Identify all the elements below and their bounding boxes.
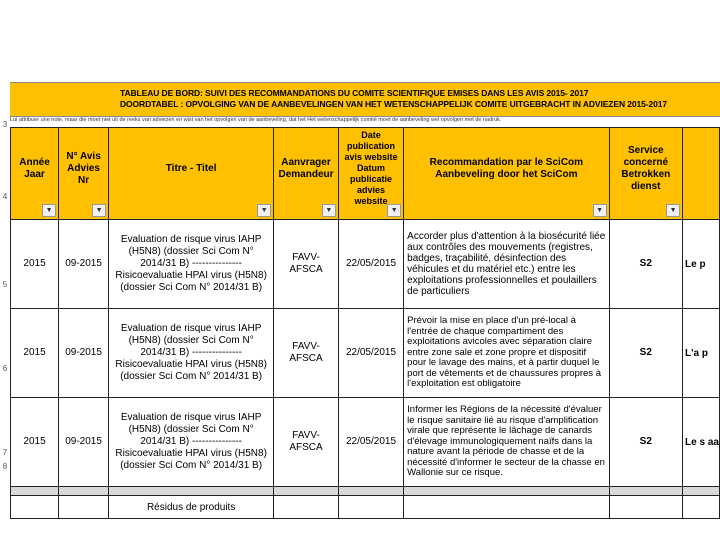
cell-date[interactable]: 22/05/2015: [338, 220, 403, 309]
column-header-advice-nr[interactable]: N° Avis Advies Nr ▼: [59, 128, 109, 220]
cell-title[interactable]: Résidus de produits: [109, 496, 274, 519]
header-row: [11, 128, 720, 220]
cell-date[interactable]: 22/05/2015: [338, 398, 403, 487]
cell-extra[interactable]: Le s aa: [683, 398, 720, 487]
title-french: TABLEAU DE BORD: SUIVI DES RECOMMANDATIONS DU COMITE SCIENTIFIQUE EMISES DANS LES AVIS 2015- 2017: [120, 88, 589, 98]
row-header-5[interactable]: 5: [2, 280, 8, 289]
cell-extra[interactable]: L'a p: [683, 309, 720, 398]
row-header-4[interactable]: 4: [2, 192, 8, 201]
cell-title[interactable]: Evaluation de risque virus IAHP (H5N8) (dossier Sci Com N° 2014/31 B) --------------- Risicoevaluatie HPAI virus (H5N8) (dossier Sci Com N° 2014/31 B): [109, 398, 274, 487]
cell-extra[interactable]: Le p: [683, 220, 720, 309]
cell-requester[interactable]: FAVV-AFSCA: [274, 398, 339, 487]
title-dutch: DOORDTABEL : OPVOLGING VAN DE AANBEVELINGEN VAN HET WETENSCHAPPELIJK COMITE UITGEBRACHT IN ADVIEZEN 2015-2017: [120, 99, 668, 109]
cell-advice-nr[interactable]: 09-2015: [59, 398, 109, 487]
filter-dropdown-icon[interactable]: ▼: [92, 204, 106, 217]
row-header-3[interactable]: 3: [2, 120, 8, 129]
filter-dropdown-icon[interactable]: ▼: [387, 204, 401, 217]
table-row: [11, 398, 720, 487]
cell-date[interactable]: 22/05/2015: [338, 309, 403, 398]
cell-service[interactable]: S2: [609, 309, 683, 398]
filter-dropdown-icon[interactable]: ▼: [257, 204, 271, 217]
cell-requester[interactable]: FAVV-AFSCA: [274, 309, 339, 398]
column-header-recommendation[interactable]: Recommandation par le SciCom Aanbeveling door het SciCom ▼: [404, 128, 609, 220]
row-header-8[interactable]: 8: [2, 462, 8, 471]
table-row: [11, 220, 720, 309]
column-header-date[interactable]: Date publication avis website Datum publicatie advies website ▼: [338, 128, 403, 220]
table-row-partial: [11, 496, 720, 519]
title-band[interactable]: [10, 82, 720, 117]
recommendations-table: [10, 127, 720, 519]
column-header-title[interactable]: Titre - Titel ▼: [109, 128, 274, 220]
cell-year[interactable]: 2015: [11, 309, 59, 398]
separator-row: [11, 487, 720, 496]
cell-recommendation[interactable]: Prévoir la mise en place d'un pré-local à l'entrée de chaque compartiment des exploitations avicoles avec séparation claire entre zone sale et zone propre et dispositif pour le lavage des mains, et à partir duquel le port de vêtements et de chaussures propres à l'exploitation est obligatoire: [404, 309, 609, 398]
cell-requester[interactable]: FAVV-AFSCA: [274, 220, 339, 309]
column-header-service[interactable]: Service concerné Betrokken dienst ▼: [609, 128, 683, 220]
cell-recommendation[interactable]: Informer les Régions de la nécessité d'évaluer le risque sanitaire lié au risque d'amplification virale que représente le lâchage de canards d'élevage immunologiquement naïfs dans la nature avant la période de chasse et de la nécessité d'informer le secteur de la chasse en Wallonie sur ce risque.: [404, 398, 609, 487]
filter-dropdown-icon[interactable]: ▼: [666, 204, 680, 217]
column-header-year[interactable]: Année Jaar ▼: [11, 128, 59, 220]
filter-dropdown-icon[interactable]: ▼: [322, 204, 336, 217]
cell-advice-nr[interactable]: 09-2015: [59, 309, 109, 398]
cell-title[interactable]: Evaluation de risque virus IAHP (H5N8) (dossier Sci Com N° 2014/31 B) --------------- Risicoevaluatie HPAI virus (H5N8) (dossier Sci Com N° 2014/31 B): [109, 220, 274, 309]
filter-dropdown-icon[interactable]: ▼: [593, 204, 607, 217]
cell-year[interactable]: 2015: [11, 220, 59, 309]
cell-service[interactable]: S2: [609, 220, 683, 309]
table-row: [11, 309, 720, 398]
cell-service[interactable]: S2: [609, 398, 683, 487]
column-header-requester[interactable]: Aanvrager Demandeur ▼: [274, 128, 339, 220]
column-header-extra[interactable]: [683, 128, 720, 220]
cell-title[interactable]: Evaluation de risque virus IAHP (H5N8) (dossier Sci Com N° 2014/31 B) --------------- Risicoevaluatie HPAI virus (H5N8) (dossier Sci Com N° 2014/31 B): [109, 309, 274, 398]
row-header-7[interactable]: 7: [2, 448, 8, 457]
row-header-6[interactable]: 6: [2, 364, 8, 373]
cell-year[interactable]: 2015: [11, 398, 59, 487]
note-row[interactable]: Lui attribuer une note, maar die moet niet uit de reeks van adviezen en wist van het opvolgen van de aanbeveling, dat het Het wetenschappelijk comité moet de aanbeveling wel opvolgen met de nadruk.: [10, 117, 502, 123]
cell-recommendation[interactable]: Accorder plus d'attention à la biosécurité liée aux contrôles des mouvements (registres, badges, traçabilité, désinfection des véhicules et du matériel etc.) entre les exploitations professionnelles et poulaillers de particuliers: [404, 220, 609, 309]
filter-dropdown-icon[interactable]: ▼: [42, 204, 56, 217]
cell-advice-nr[interactable]: 09-2015: [59, 220, 109, 309]
